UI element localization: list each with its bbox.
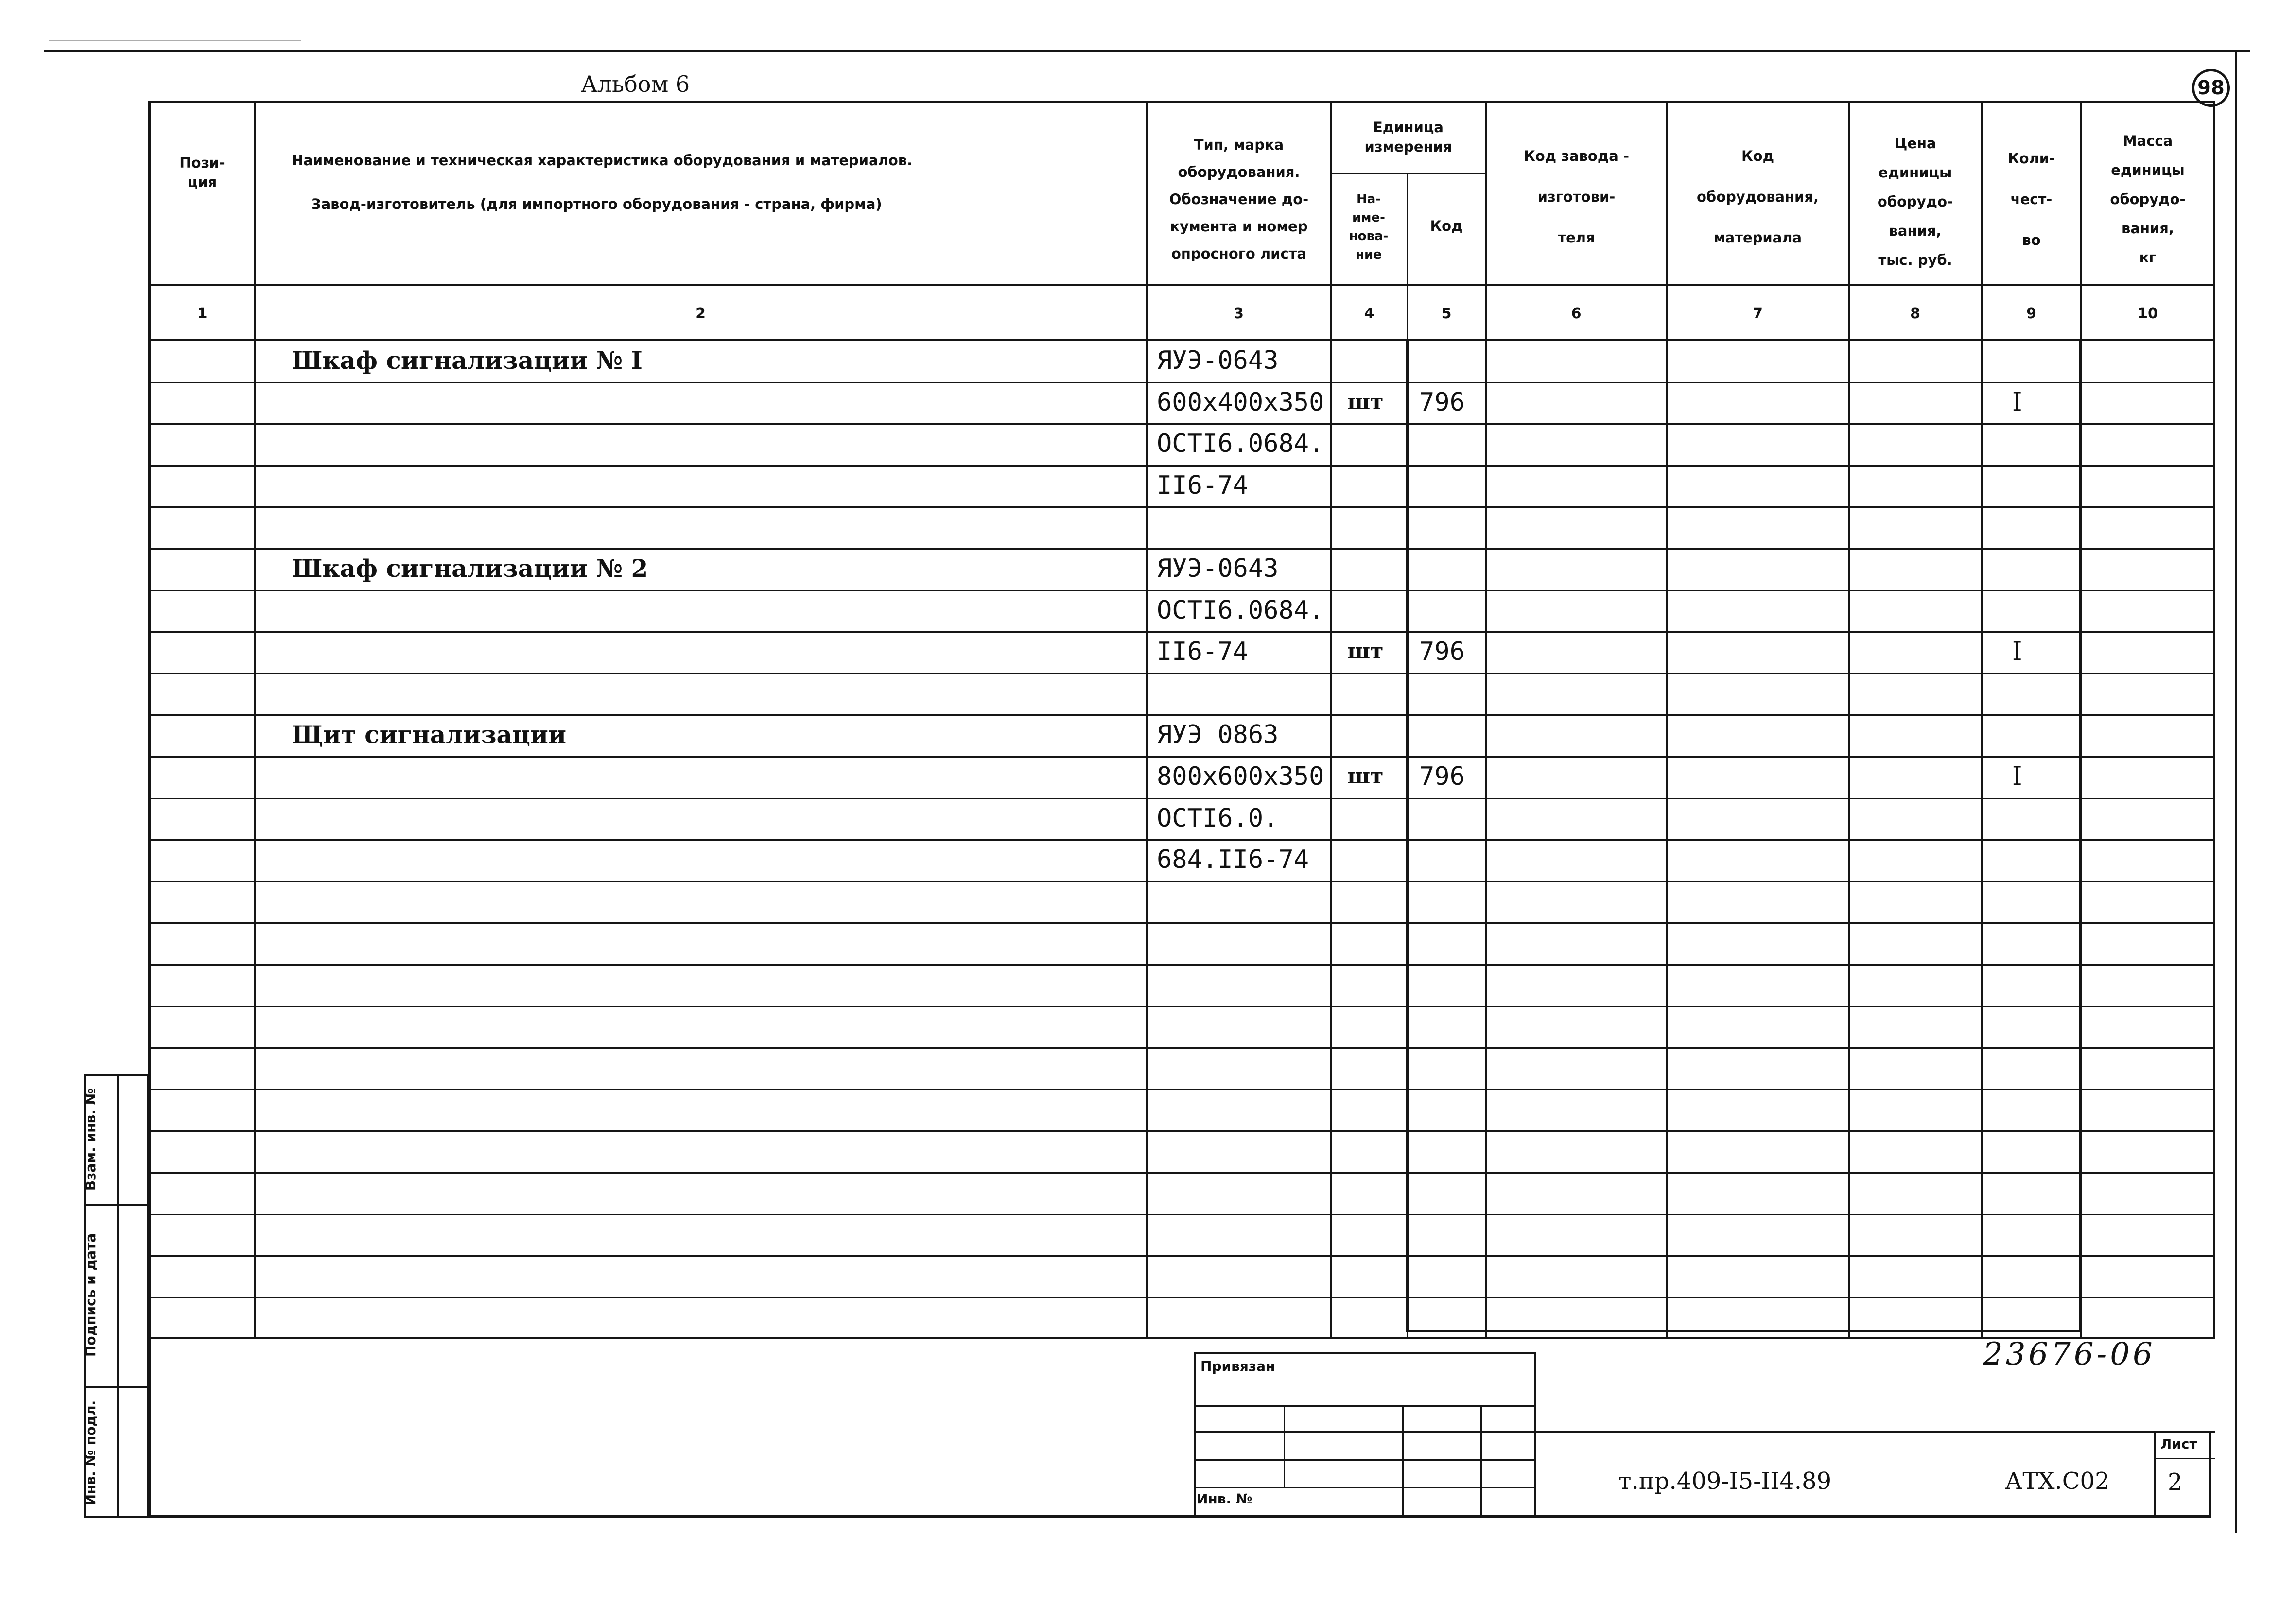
row-name: Шкаф сигнализации № I: [292, 346, 643, 375]
header-bottom-line: [148, 284, 2215, 286]
row-line: [148, 1172, 2215, 1174]
row-unit: шт: [1347, 390, 1384, 415]
sidebar-label-podpis: Подпись и дата: [83, 1233, 99, 1357]
stamp-sheet-left: [2154, 1431, 2156, 1516]
code-col-bold-left: [1406, 340, 1409, 1331]
row-type: II6-74: [1157, 471, 1248, 500]
col-number: 5: [1441, 305, 1452, 322]
row-type: ОСТI6.0.: [1157, 804, 1279, 833]
stamp-sheet-hline: [2154, 1458, 2215, 1459]
stamp-line-3: [1194, 1459, 1536, 1461]
col-line-3: [1330, 101, 1332, 1339]
row-code: 796: [1419, 762, 1465, 791]
table-bottom-bold: [1406, 1330, 2082, 1332]
doc-code: т.пр.409-I5-II4.89: [1618, 1468, 1832, 1495]
handwritten-number: 23676-06: [1983, 1336, 2156, 1372]
frame-bottom: [148, 1515, 2211, 1518]
col-header-unit: Единица измерения: [1364, 119, 1452, 155]
row-line: [148, 756, 2215, 758]
sidebar-hline-1: [84, 1204, 149, 1206]
row-line: [148, 1047, 2215, 1049]
col-line-7: [1848, 101, 1850, 1339]
row-type: ЯУЭ-0643: [1157, 554, 1279, 583]
row-line: [148, 1130, 2215, 1132]
sheet-mark-number: 98: [2197, 77, 2225, 99]
stamp-line-2: [1194, 1431, 1536, 1433]
row-unit: шт: [1347, 639, 1384, 664]
stamp-sheet-right: [2209, 1431, 2211, 1516]
row-line: [148, 465, 2215, 467]
row-line: [148, 631, 2215, 633]
row-line: [148, 423, 2215, 425]
row-name: Щит сигнализации: [292, 720, 567, 749]
row-line: [148, 1006, 2215, 1007]
col-number: 8: [1910, 305, 1920, 322]
col-number: 9: [2026, 305, 2036, 322]
unit-subheader-line: [1330, 173, 1485, 174]
row-line: [148, 1214, 2215, 1215]
col-number: 3: [1234, 305, 1244, 322]
row-line: [148, 1255, 2215, 1257]
row-code: 796: [1419, 637, 1465, 666]
col-line-5: [1485, 101, 1487, 1339]
row-line: [148, 964, 2215, 966]
row-type: ЯУЭ 0863: [1157, 720, 1279, 749]
row-line: [148, 839, 2215, 841]
col-line-1: [254, 101, 256, 1339]
row-qty: I: [2012, 388, 2022, 417]
col-header-equip-code: Код оборудования, материала: [1696, 148, 1819, 246]
stamp-inv-label: Инв. №: [1197, 1491, 1252, 1507]
numbers-bottom-line: [148, 339, 2215, 341]
col-number: 4: [1364, 305, 1374, 322]
row-line: [148, 548, 2215, 550]
row-type: ЯУЭ-0643: [1157, 346, 1279, 375]
sheet-number: 2: [2168, 1469, 2183, 1496]
row-line: [148, 922, 2215, 924]
frame-right: [2235, 51, 2237, 1533]
row-qty: I: [2012, 762, 2022, 791]
sheet-label: Лист: [2160, 1436, 2197, 1452]
col-number: 7: [1753, 305, 1763, 322]
row-code: 796: [1419, 388, 1465, 417]
sidebar-label-vzam: Взам. инв. №: [83, 1088, 99, 1191]
col-number: 2: [696, 305, 706, 322]
qty-col-bold-right: [2079, 340, 2082, 1331]
sidebar-label-inv: Инв. № подл.: [83, 1400, 99, 1506]
stamp-line-1: [1194, 1405, 1536, 1407]
stamp-vline-3: [1480, 1405, 1482, 1517]
row-name: Шкаф сигнализации № 2: [292, 554, 648, 583]
stamp-vline-2: [1402, 1405, 1404, 1517]
row-unit: шт: [1347, 764, 1384, 789]
col-header-name-line2: Завод-изготовитель (для импортного оборудования - страна, фирма): [311, 196, 882, 212]
col-number: 10: [2138, 305, 2158, 322]
stamp-line-4: [1194, 1487, 1536, 1488]
row-line: [148, 590, 2215, 591]
top-border-line: [44, 50, 2250, 52]
doc-mark: АТХ.С02: [2005, 1468, 2110, 1495]
col-number: 6: [1571, 305, 1582, 322]
row-line: [148, 382, 2215, 383]
row-line: [148, 881, 2215, 882]
stamp-vline-1: [1284, 1405, 1285, 1488]
top-border-line-faint: [49, 40, 301, 41]
row-type: ОСТI6.0684.: [1157, 596, 1324, 625]
col-line-8: [1981, 101, 1983, 1339]
row-type: 684.II6-74: [1157, 845, 1309, 874]
row-line: [148, 1089, 2215, 1090]
row-line: [148, 1297, 2215, 1298]
col-line-2: [1146, 101, 1148, 1339]
col-header-price: Цена единицы оборудо- вания, тыс. руб.: [1877, 135, 1953, 268]
row-line: [148, 714, 2215, 716]
col-header-qty: Коли- чест- во: [2007, 150, 2055, 248]
row-line: [148, 506, 2215, 508]
col-line-6: [1666, 101, 1668, 1339]
row-type: 800х600х350: [1157, 762, 1324, 791]
row-type: ОСТI6.0684.: [1157, 429, 1324, 458]
col-header-maker-code: Код завода - изготови- теля: [1524, 148, 1629, 246]
col-header-name-line1: Наименование и техническая характеристика оборудования и материалов.: [292, 152, 913, 169]
col-header-mass: Масса единицы оборудо- вания, кг: [2110, 133, 2186, 266]
col-header-type: Тип, марка оборудования. Обозначение до- кумента и номер опросного листа: [1169, 137, 1309, 262]
sidebar-divider: [117, 1074, 119, 1518]
stamp-privyazan-label: Привязан: [1200, 1358, 1275, 1374]
album-title: Альбом 6: [581, 71, 690, 97]
row-type: 600х400х350: [1157, 388, 1324, 417]
col-header-unit-name: На- име- нова- ние: [1349, 192, 1389, 262]
row-qty: I: [2012, 637, 2022, 666]
col-header-position: Пози- ция: [179, 155, 225, 190]
col-number: 1: [197, 305, 208, 322]
row-line: [148, 673, 2215, 674]
row-line: [148, 798, 2215, 799]
col-header-unit-code: Код: [1430, 218, 1463, 234]
row-type: II6-74: [1157, 637, 1248, 666]
stamp-title-top: [1535, 1431, 2215, 1433]
